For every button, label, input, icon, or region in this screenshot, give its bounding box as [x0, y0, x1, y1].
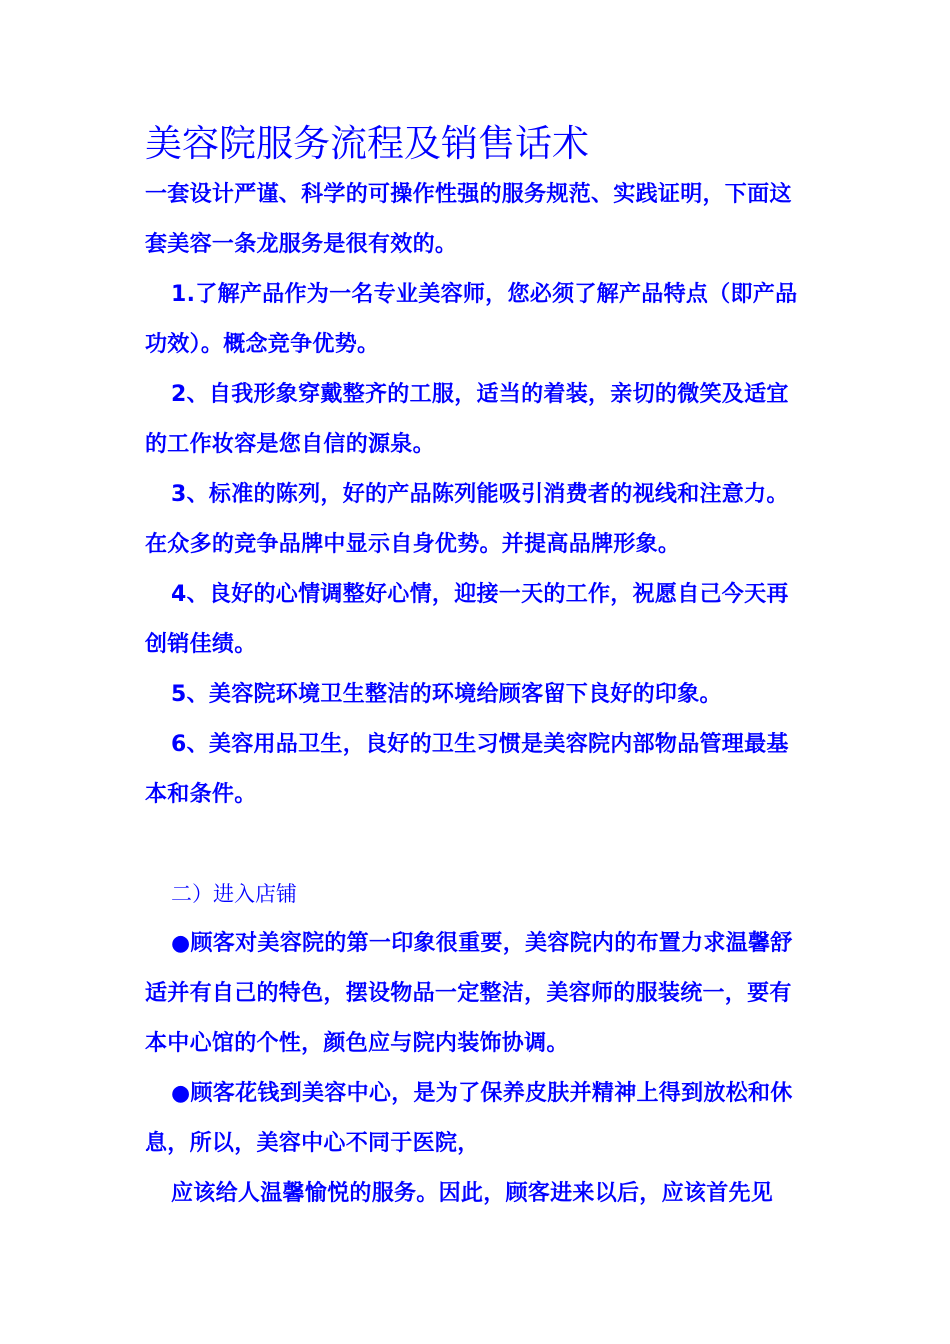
list-item-5: 5、美容院环境卫生整洁的环境给顾客留下良好的印象。: [171, 682, 722, 707]
list-item-1: 1.了解产品作为一名专业美容师，您必须了解产品特点（即产品功效）。概念竞争优势。: [145, 282, 798, 357]
section-paragraph-2: ●顾客花钱到美容中心，是为了保养皮肤并精神上得到放松和休息，所以，美容中心不同于医院，: [145, 1081, 793, 1156]
section-heading: 二）进入店铺: [171, 882, 297, 906]
document-page: [145, 118, 810, 1219]
list-item-2: 2、自我形象穿戴整齐的工服，适当的着装，亲切的微笑及适宜的工作妆容是您自信的源泉。: [145, 382, 789, 457]
list-item-6: 6、美容用品卫生，良好的卫生习惯是美容院内部物品管理最基本和条件。: [145, 732, 789, 807]
intro-paragraph: 一套设计严谨、科学的可操作性强的服务规范、实践证明，下面这套美容一条龙服务是很有效的。: [145, 182, 792, 257]
document-title: 美容院服务流程及销售话术: [145, 122, 589, 165]
section-spacer: [145, 820, 810, 869]
section-paragraph-1: ●顾客对美容院的第一印象很重要，美容院内的布置力求温馨舒适并有自己的特色，摆设物品一定整洁，美容师的服装统一，要有本中心馆的个性，颜色应与院内装饰协调。: [145, 931, 793, 1056]
section-paragraph-3: 应该给人温馨愉悦的服务。因此，顾客进来以后，应该首先见: [171, 1181, 774, 1206]
list-item-4: 4、良好的心情调整好心情，迎接一天的工作，祝愿自己今天再创销佳绩。: [145, 582, 789, 657]
list-item-3: 3、标准的陈列，好的产品陈列能吸引消费者的视线和注意力。在众多的竞争品牌中显示自身优势。并提高品牌形象。: [145, 482, 789, 557]
